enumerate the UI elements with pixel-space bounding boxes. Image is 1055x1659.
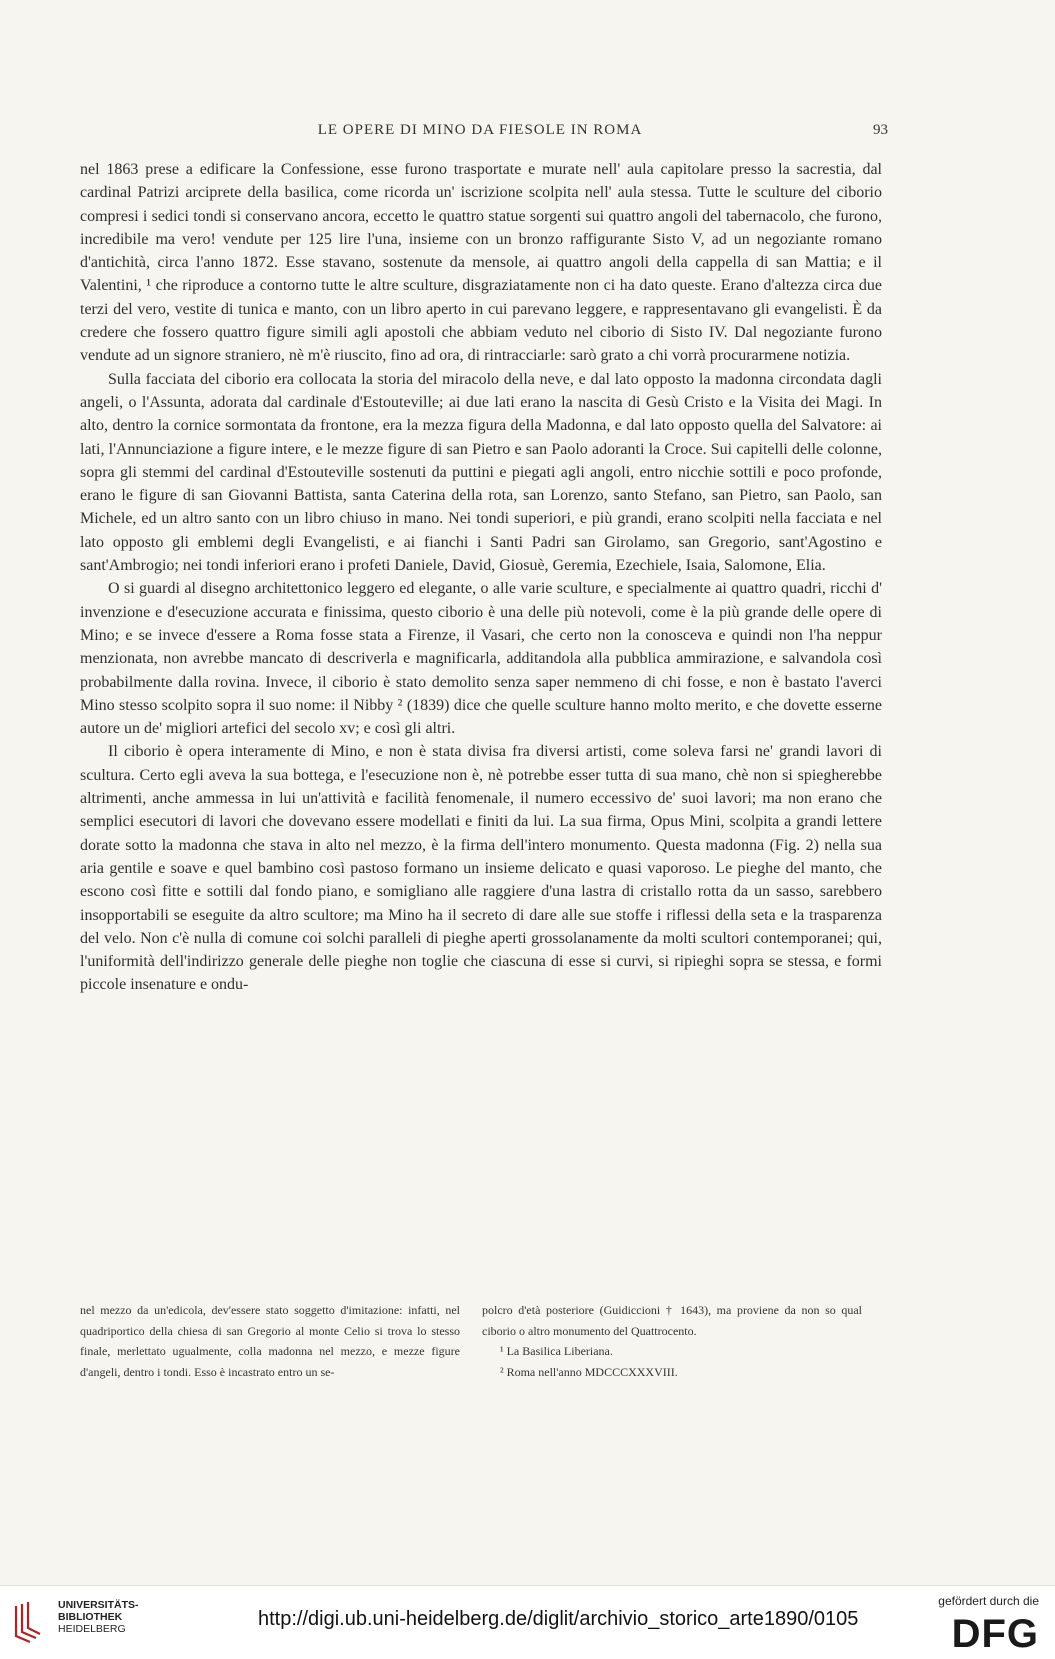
- library-name-line-2: BIBLIOTHEK: [58, 1611, 123, 1623]
- source-url-link[interactable]: http://digi.ub.uni-heidelberg.de/diglit/archivio_storico_arte1890/0105: [258, 1608, 859, 1630]
- footnotes: [80, 1300, 882, 1420]
- paragraph-1: nel 1863 prese a edificare la Confessione, esse furono trasportate e murate nell' aula capitolare presso la sacrestia, dal cardinal Patrizi arciprete della basilica, come ricorda un' iscrizione scolpita nell' aula stessa. Tutte le sculture del ciborio compresi i sedici tondi si conservano ancora, eccetto le quattro statue sorgenti sui quattro angoli del tabernacolo, che furono, incredibile ma vero! vendute per 125 lire l'una, insieme con un bronzo raffigurante Sisto V, ad un negoziante romano d'antichità, circa l'anno 1872. Esse stavano, sostenute da mensole, ai quattro angoli della cappella di san Mattia; e il Valentini, ¹ che riproduce a contorno tutte le altre sculture, disgraziatamente non ci ha dato queste. Erano d'altezza circa due terzi del vero, vestite di tunica e manto, con un libro aperto in cui parevano leggere, e rappresentavano gli evangelisti. È da credere che fossero quattro figure simili agli apostoli che abbiam veduto nel ciborio di Sisto IV. Dal negoziante furono vendute ad un signore straniero, nè m'è riuscito, fino ad ora, di rintracciarle: sarò grato a chi vorrà procurarmene notizia.: [80, 161, 882, 365]
- page-number: 93: [873, 122, 888, 138]
- footnote-continuation-left: nel mezzo da un'edicola, dev'essere stato soggetto d'imitazione: infatti, nel quadriportico della chiesa di san Gregorio al monte Celio si trova lo stesso finale, merlettato ugualmente, colla madonna nel mezzo, e mezze figure d'angeli, dentro i tondi. Esso è incastrato entro un se-: [80, 1303, 460, 1379]
- running-title: LE OPERE DI MINO DA FIESOLE IN ROMA: [317, 122, 643, 138]
- footnote-2: ² Roma nell'anno MDCCCXXXVIII.: [500, 1364, 678, 1379]
- footnote-column-left: [80, 1300, 460, 1382]
- footnote-1: ¹ La Basilica Liberiana.: [500, 1344, 613, 1358]
- paragraph-2: Sulla facciata del ciborio era collocata la storia del miracolo della neve, e dal lato opposto la madonna circondata dagli angeli, o l'Assunta, adorata dal cardinale d'Estouteville; ai due lati erano la nascita di Gesù Cristo e la Visita dei Magi. In alto, dentro la cornice sormontata da frontone, era la mezza figura della Madonna, e dal lato opposto quella del Salvatore: ai lati, l'Annunciazione a figure intere, e le mezze figure di san Pietro e san Paolo adoranti la Croce. Sui capitelli delle colonne, sopra gli stemmi del cardinal d'Estouteville sostenuti da puttini e piegati agli angoli, entro nicchie sottili e poco profonde, erano le figure di san Giovanni Battista, santa Caterina della rota, san Lorenzo, santo Stefano, san Pietro, san Paolo, san Michele, ed un altro santo con un libro chiuso in mano. Nei tondi superiori, e più grandi, erano scolpiti nella facciata e nel lato opposto gli emblemi degli Evangelisti, e ai fianchi i Santi Padri san Girolamo, san Gregorio, sant'Agostino e sant'Ambrogio; nei tondi inferiori erano i profeti Daniele, David, Giosuè, Geremia, Ezechiele, Isaia, Salomone, Elia.: [80, 370, 882, 575]
- library-name-line-1: UNIVERSITÄTS-: [58, 1599, 139, 1611]
- library-name: [58, 1599, 139, 1635]
- footnote-column-right: [482, 1300, 862, 1382]
- funding-label: gefördert durch die: [938, 1594, 1039, 1608]
- footnote-continuation-right: polcro d'età posteriore (Guidiccioni † 1643), ma proviene da non so qual ciborio o altro monumento del Quattrocento.: [482, 1303, 862, 1338]
- paragraph-3: O si guardi al disegno architettonico leggero ed elegante, o alle varie sculture, e specialmente ai quattro quadri, ricchi d' invenzione e d'esecuzione accurata e finissima, questo ciborio è una delle più notevoli, come è la più grande delle opere di Mino; e se invece d'essere a Roma fosse stata a Firenze, il Vasari, che certo non la conosceva e quindi non l'ha neppur menzionata, non avrebbe mancato di descriverla e magnificarla, additandola alla pubblica ammirazione, e salvandola così probabilmente dalla rovina. Invece, il ciborio è stato demolito senza saper nemmeno di chi fosse, e non è bastato l'averci Mino stesso scolpito sopra il suo nome: il Nibby ² (1839) dice che quelle sculture hanno molto merito, e che dovette esserne autore un de' migliori artefici del secolo xv; e così gli altri.: [80, 580, 882, 738]
- library-name-line-3: HEIDELBERG: [58, 1623, 126, 1635]
- paragraph-4: Il ciborio è opera interamente di Mino, e non è stata divisa fra diversi artisti, come soleva farsi ne' grandi lavori di scultura. Certo egli aveva la sua bottega, e l'esecuzione non è, nè potrebbe esser tutta di sua mano, chè non si spiegherebbe altrimenti, anche ammessa in lui un'attività e facilità fenomenale, il numero eccessivo de' suoi lavori; ma non erano che semplici esecutori di lavori che dovevano essere modellati e finiti da lui. La sua firma, Opus Mini, scolpita a grandi lettere dorate sotto la madonna che stava in alto nel mezzo, è la firma dell'intero monumento. Questa madonna (Fig. 2) nella sua aria gentile e soave e quel bambino così pastoso formano un insieme delicato e quasi vaporoso. Le pieghe del manto, che escono così fitte e sottili dal fondo piano, e somigliano alle raggiere d'una lastra di cristallo rotta da un sasso, sarebbero insopportabili se eseguite da altro scultore; ma Mino ha il secreto di dare alle sue stoffe i riflessi della seta e la trasparenza del velo. Non c'è nulla di comune coi solchi paralleli di pieghe aperti grossolanamente da molti scultori contemporanei; qui, l'uniformità dell'indirizzo generale delle pieghe non toglie che ciascuna di esse si curvi, si ripieghi sopra se stessa, e formi piccole insenature e ondu-: [80, 743, 882, 994]
- page-header: [80, 122, 888, 146]
- dfg-logo: DFG: [951, 1612, 1039, 1656]
- viewer-footer: [0, 1585, 1055, 1659]
- body-text: [80, 158, 882, 997]
